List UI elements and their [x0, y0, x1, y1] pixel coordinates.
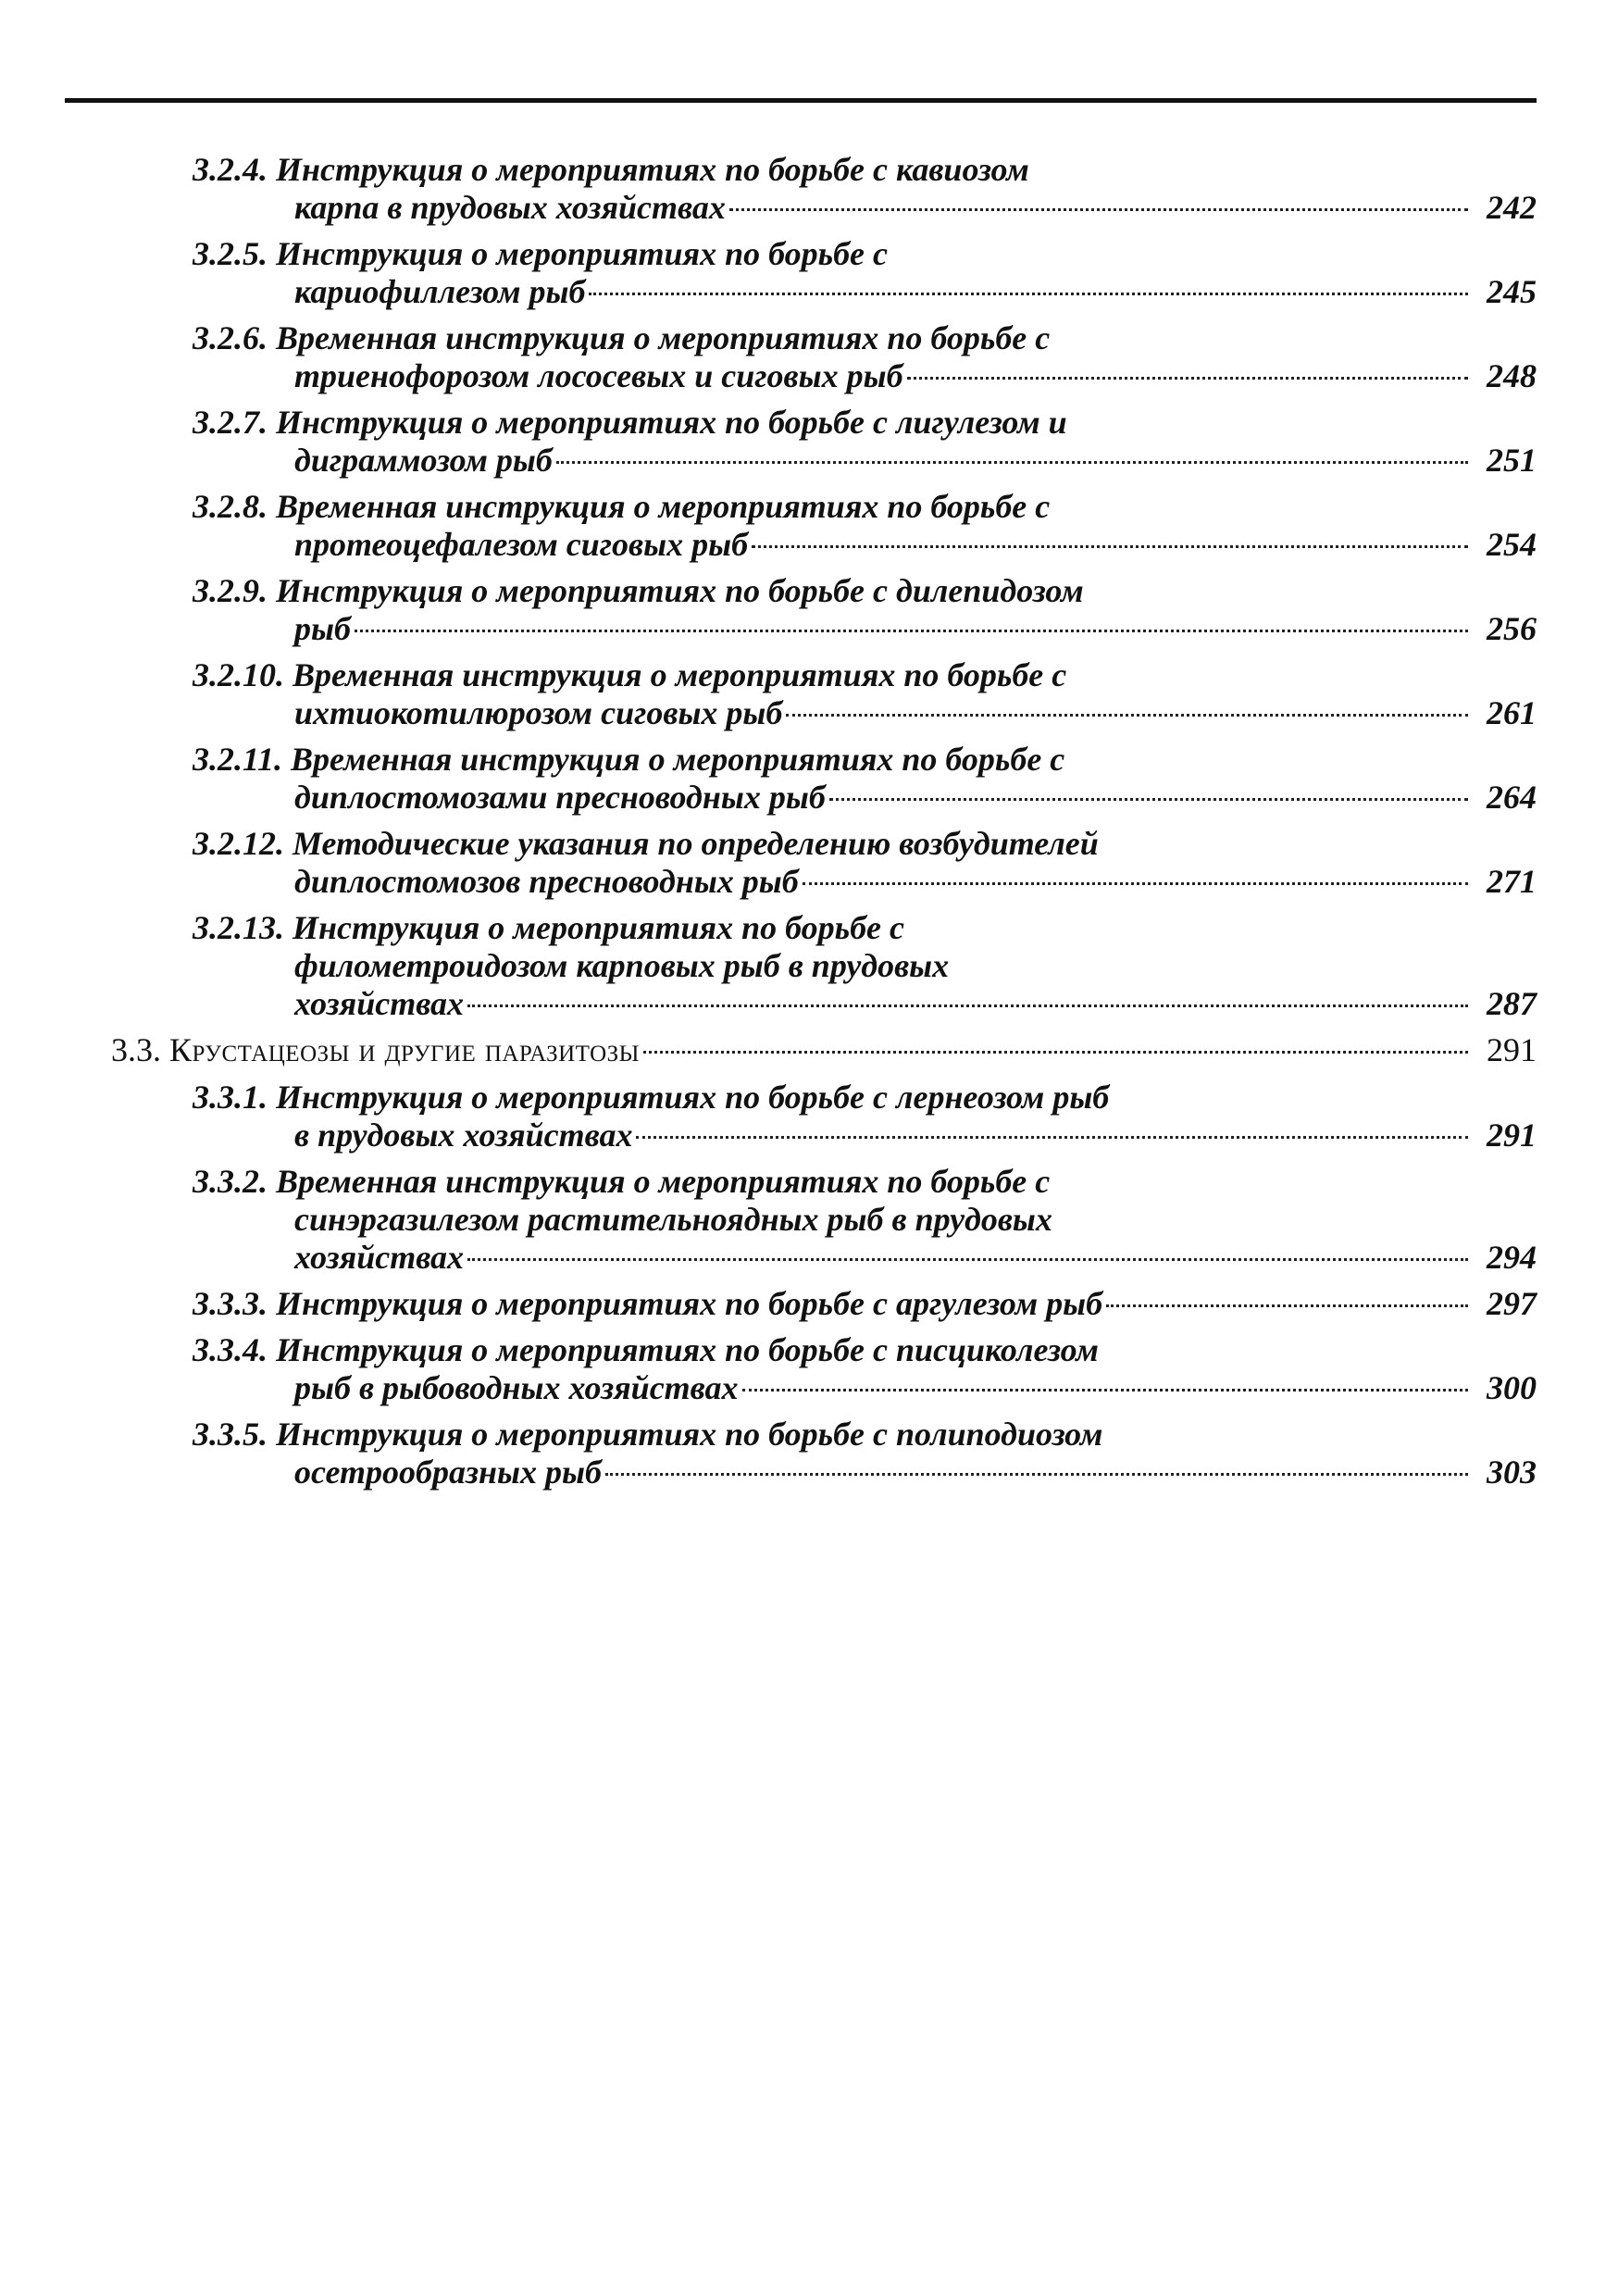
toc-entry-title-end: хозяйствах [294, 985, 465, 1022]
toc-entry[interactable] [193, 1163, 1537, 1277]
toc-entry-first-line [193, 1416, 1537, 1454]
toc-entry[interactable] [193, 909, 1537, 1023]
toc-entry-last-line [193, 357, 1537, 395]
toc-entry-number: 3.2.11. [193, 741, 283, 778]
toc-entry-title-start: Инструкция о мероприятиях по борьбе с [276, 235, 888, 272]
toc-entry[interactable] [193, 656, 1537, 732]
toc-entry-title-end: диплостомозов пресноводных рыб [294, 863, 799, 900]
dot-leader [467, 1258, 1468, 1261]
toc-entry-title-end: протеоцефалезом сиговых рыб [294, 526, 749, 563]
toc-entry-title-start: Инструкция о мероприятиях по борьбе с кавиозом [276, 151, 1029, 188]
page-number: 294 [1487, 1239, 1537, 1276]
toc-entry-last-line [193, 526, 1537, 564]
dot-leader [907, 377, 1468, 380]
toc-entry-first-line [193, 909, 1537, 947]
toc-entry-last-line [193, 1239, 1537, 1277]
page-number: 297 [1487, 1285, 1537, 1322]
dot-leader [1106, 1304, 1468, 1307]
toc-entry-last-line [193, 273, 1537, 311]
page-number: 271 [1487, 863, 1537, 900]
toc-entry[interactable] [193, 235, 1537, 311]
toc-entry-title-end: рыб [294, 610, 351, 647]
toc-entry-number: 3.3.2. [193, 1163, 268, 1200]
toc-entry-number: 3.2.13. [193, 909, 284, 946]
page-number: 264 [1487, 779, 1537, 816]
toc-entry-first-line [193, 151, 1537, 189]
toc-entry-last-line [193, 779, 1537, 817]
toc-entry-title-end: осетрообразных рыб [294, 1454, 602, 1491]
toc-entry[interactable] [193, 1079, 1537, 1154]
toc-entry-number: 3.2.8. [193, 488, 268, 525]
toc-entry-number: 3.3. [111, 1031, 161, 1068]
dot-leader [803, 882, 1468, 885]
toc-entry-number: 3.2.6. [193, 319, 268, 356]
toc-entry-title-end: рыб в рыбоводных хозяйствах [294, 1369, 739, 1406]
header-rule [65, 98, 1537, 103]
toc-entry-first-line [193, 1079, 1537, 1117]
toc-entry-continuation: филометроидозом карповых рыб в прудовых [294, 947, 950, 984]
toc-entry-title-start: Временная инструкция о мероприятиях по борьбе с [292, 656, 1067, 693]
toc-entry-title-start: Инструкция о мероприятиях по борьбе с полиподиозом [276, 1416, 1103, 1453]
page-number: 254 [1487, 526, 1537, 563]
page-number: 300 [1487, 1369, 1537, 1406]
toc-entry-title-start: Временная инструкция о мероприятиях по борьбе с [276, 319, 1051, 356]
page-number: 287 [1487, 985, 1537, 1022]
page-number: 256 [1487, 610, 1537, 647]
toc-entry-number: 3.3.1. [193, 1079, 268, 1116]
toc-entry-title-start: Инструкция о мероприятиях по борьбе с дилепидозом [276, 572, 1084, 609]
toc-entry-title-start: Инструкция о мероприятиях по борьбе с [292, 909, 904, 946]
toc-entry[interactable] [193, 488, 1537, 564]
toc-entry-title-start: Методические указания по определению возбудителей [292, 825, 1099, 862]
toc-entry-number: 3.2.5. [193, 235, 268, 272]
toc-entry-last-line [193, 1117, 1537, 1154]
toc-entry-title-end: Инструкция о мероприятиях по борьбе с аргулезом рыб [276, 1285, 1103, 1322]
dot-leader [643, 1051, 1468, 1054]
toc-entry[interactable] [193, 1285, 1537, 1323]
toc-entry-title-start: Временная инструкция о мероприятиях по борьбе с [276, 488, 1051, 525]
toc-entry-title-start: Временная инструкция о мероприятиях по борьбе с [291, 741, 1065, 778]
toc-entry-last-line [193, 1454, 1537, 1491]
page-number: 248 [1487, 357, 1537, 394]
dot-leader [729, 208, 1468, 211]
toc-entry-title-start: Инструкция о мероприятиях по борьбе с лернеозом рыб [276, 1079, 1110, 1116]
dot-leader [556, 461, 1468, 464]
toc-entry[interactable] [193, 1331, 1537, 1407]
toc-entry-last-line [193, 189, 1537, 227]
toc-entry-title-end: ихтиокотилюрозом сиговых рыб [294, 694, 783, 731]
page-number: 291 [1487, 1117, 1537, 1154]
toc-entry-first-line [193, 656, 1537, 694]
toc-entry-title-start: Инструкция о мероприятиях по борьбе с писциколезом [276, 1331, 1099, 1368]
page-number: 245 [1487, 273, 1537, 310]
toc-entry-first-line [193, 235, 1537, 273]
toc-entry-title-end: карпа в прудовых хозяйствах [294, 189, 726, 226]
dot-leader [829, 798, 1468, 801]
toc-entry-number: 3.3.3. [193, 1285, 268, 1322]
page-number: 261 [1487, 694, 1537, 731]
toc-entry-last-line [193, 1369, 1537, 1407]
toc-entry-number: 3.3.4. [193, 1331, 268, 1368]
dot-leader [636, 1136, 1468, 1139]
page-number: 291 [1487, 1031, 1537, 1068]
page-number: 251 [1487, 442, 1537, 479]
toc-entry-first-line [193, 1163, 1537, 1201]
toc-entry-first-line [193, 1331, 1537, 1369]
toc-entry-number: 3.2.9. [193, 572, 268, 609]
toc-entry[interactable] [193, 572, 1537, 648]
toc-entry-number: 3.3.5. [193, 1416, 268, 1453]
toc-entry[interactable] [193, 1416, 1537, 1491]
toc-entry-last-line [111, 1031, 1537, 1069]
toc-entry-number: 3.2.12. [193, 825, 284, 862]
toc-entry-first-line [193, 572, 1537, 610]
dot-leader [467, 1004, 1468, 1007]
toc-entry-first-line [193, 488, 1537, 526]
toc-entry-title-end: хозяйствах [294, 1239, 465, 1276]
toc-entry-title-end: триенофорозом лососевых и сиговых рыб [294, 357, 903, 394]
toc-entry-first-line [193, 319, 1537, 357]
dot-leader [589, 293, 1468, 295]
toc-entry[interactable] [193, 319, 1537, 395]
page-number: 242 [1487, 189, 1537, 226]
toc-entry[interactable] [193, 404, 1537, 480]
toc-entry-title-start: Временная инструкция о мероприятиях по борьбе с [276, 1163, 1051, 1200]
table-of-contents [111, 151, 1537, 1500]
dot-leader [742, 1389, 1468, 1391]
toc-entry-first-line [193, 404, 1537, 442]
toc-entry-title-start: Инструкция о мероприятиях по борьбе с лигулезом и [276, 404, 1067, 441]
toc-entry-last-line [193, 985, 1537, 1023]
toc-entry-title-end: диплостомозами пресноводных рыб [294, 779, 826, 816]
toc-entry-last-line [193, 863, 1537, 901]
toc-entry-first-line [193, 825, 1537, 863]
toc-entry-title-end: в прудовых хозяйствах [294, 1117, 633, 1154]
toc-entry-continuation: синэргазилезом растительноядных рыб в прудовых [294, 1201, 1052, 1238]
toc-entry[interactable] [193, 825, 1537, 901]
page-number: 303 [1487, 1454, 1537, 1491]
toc-entry-last-line [193, 1285, 1537, 1323]
dot-leader [752, 545, 1468, 548]
toc-entry-title-end: диграммозом рыб [294, 442, 553, 479]
toc-entry-number: 3.2.10. [193, 656, 284, 693]
dot-leader [786, 714, 1468, 717]
dot-leader [355, 630, 1468, 632]
toc-entry-number: 3.2.4. [193, 151, 268, 188]
toc-entry[interactable] [111, 1031, 1537, 1069]
toc-entry-title-end: кариофиллезом рыб [294, 273, 586, 310]
dot-leader [605, 1473, 1468, 1476]
toc-entry-last-line [193, 694, 1537, 732]
toc-entry-last-line [193, 610, 1537, 648]
toc-entry-last-line [193, 442, 1537, 480]
section-title: Крустацеозы и другие паразитозы [169, 1031, 640, 1068]
toc-entry[interactable] [193, 741, 1537, 817]
toc-entry[interactable] [193, 151, 1537, 227]
toc-entry-number: 3.2.7. [193, 404, 268, 441]
toc-entry-first-line [193, 741, 1537, 779]
